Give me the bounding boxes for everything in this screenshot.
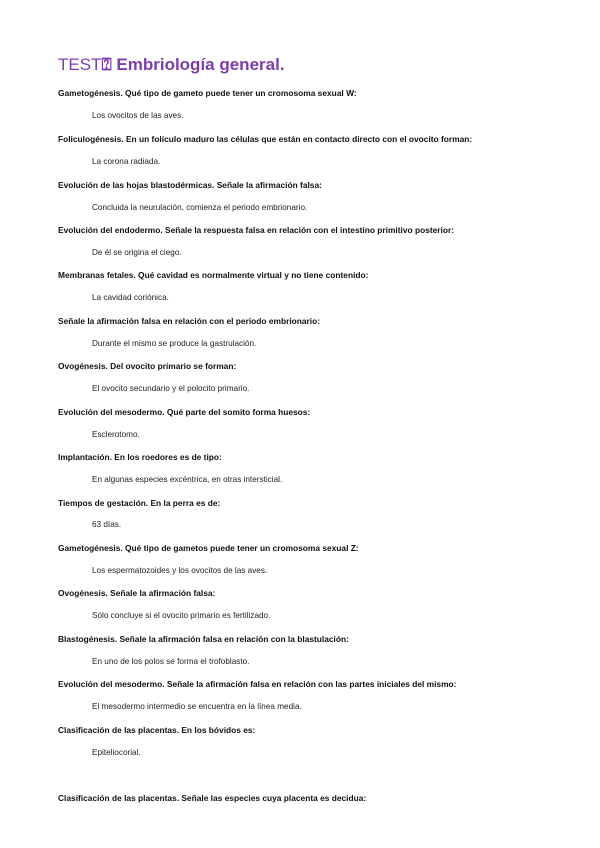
answer-2: La corona radiada. — [92, 157, 161, 166]
question-4: Evolución del endodermo. Señale la respuesta falsa en relación con el intestino primitivo posterior: — [58, 225, 455, 235]
title-prefix: TEST — [58, 55, 102, 74]
answer-13: En uno de los polos se forma el trofoblasto. — [92, 657, 250, 666]
question-7: Ovogénesis. Del ovocito primario se forman: — [58, 361, 237, 371]
question-9: Implantación. En los roedores es de tipo: — [58, 452, 222, 462]
answer-12: Sólo concluye si el ovocito primario es fertilizado. — [92, 611, 271, 620]
title-mark: ⍰ — [101, 55, 112, 74]
question-13: Blastogénesis. Señale la afirmación falsa en relación con la blastulación: — [58, 634, 349, 644]
question-15: Clasificación de las placentas. En los bóvidos es: — [58, 725, 256, 735]
answer-15: Epiteliocorial. — [92, 748, 141, 757]
question-12: Ovogénesis. Señale la afirmación falsa: — [58, 588, 216, 598]
answer-3: Concluida la neurulación, comienza el periodo embrionario. — [92, 203, 308, 212]
question-3: Evolución de las hojas blastodérmicas. Señale la afirmación falsa: — [58, 180, 322, 190]
answer-7: El ovocito secundario y el polocito primario. — [92, 384, 250, 393]
answer-9: En algunas especies excéntrica, en otras intersticial. — [92, 475, 283, 484]
question-1: Gametogénesis. Qué tipo de gameto puede tener un cromosoma sexual W: — [58, 88, 357, 98]
question-2: Foliculogénesis. En un folículo maduro las células que están en contacto directo con el ovocito forman: — [58, 134, 473, 144]
answer-4: De él se origina el ciego. — [92, 248, 182, 257]
question-10: Tiempos de gestación. En la perra es de: — [58, 498, 221, 508]
answer-11: Los espermatozoides y los ovocitos de las aves. — [92, 566, 268, 575]
question-8: Evolución del mesodermo. Qué parte del somito forma huesos: — [58, 407, 311, 417]
answer-8: Esclerotomo. — [92, 430, 140, 439]
answer-10: 63 días. — [92, 520, 122, 529]
question-16: Clasificación de las placentas. Señale las especies cuya placenta es decidua: — [58, 793, 367, 803]
title-text: Embriología general. — [116, 55, 285, 74]
page-title — [58, 55, 285, 75]
answer-1: Los ovocitos de las aves. — [92, 111, 184, 120]
question-11: Gametogénesis. Qué tipo de gametos puede tener un cromosoma sexual Z: — [58, 543, 359, 553]
question-6: Señale la afirmación falsa en relación con el periodo embrionario: — [58, 316, 321, 326]
question-5: Membranas fetales. Qué cavidad es normalmente virtual y no tiene contenido: — [58, 270, 369, 280]
question-14: Evolución del mesodermo. Señale la afirmación falsa en relación con las partes iniciales del mismo: — [58, 679, 457, 689]
answer-5: La cavidad coriónica. — [92, 293, 169, 302]
answer-6: Durante el mismo se produce la gastrulación. — [92, 339, 257, 348]
answer-14: El mesodermo intermedio se encuentra en la línea media. — [92, 702, 302, 711]
